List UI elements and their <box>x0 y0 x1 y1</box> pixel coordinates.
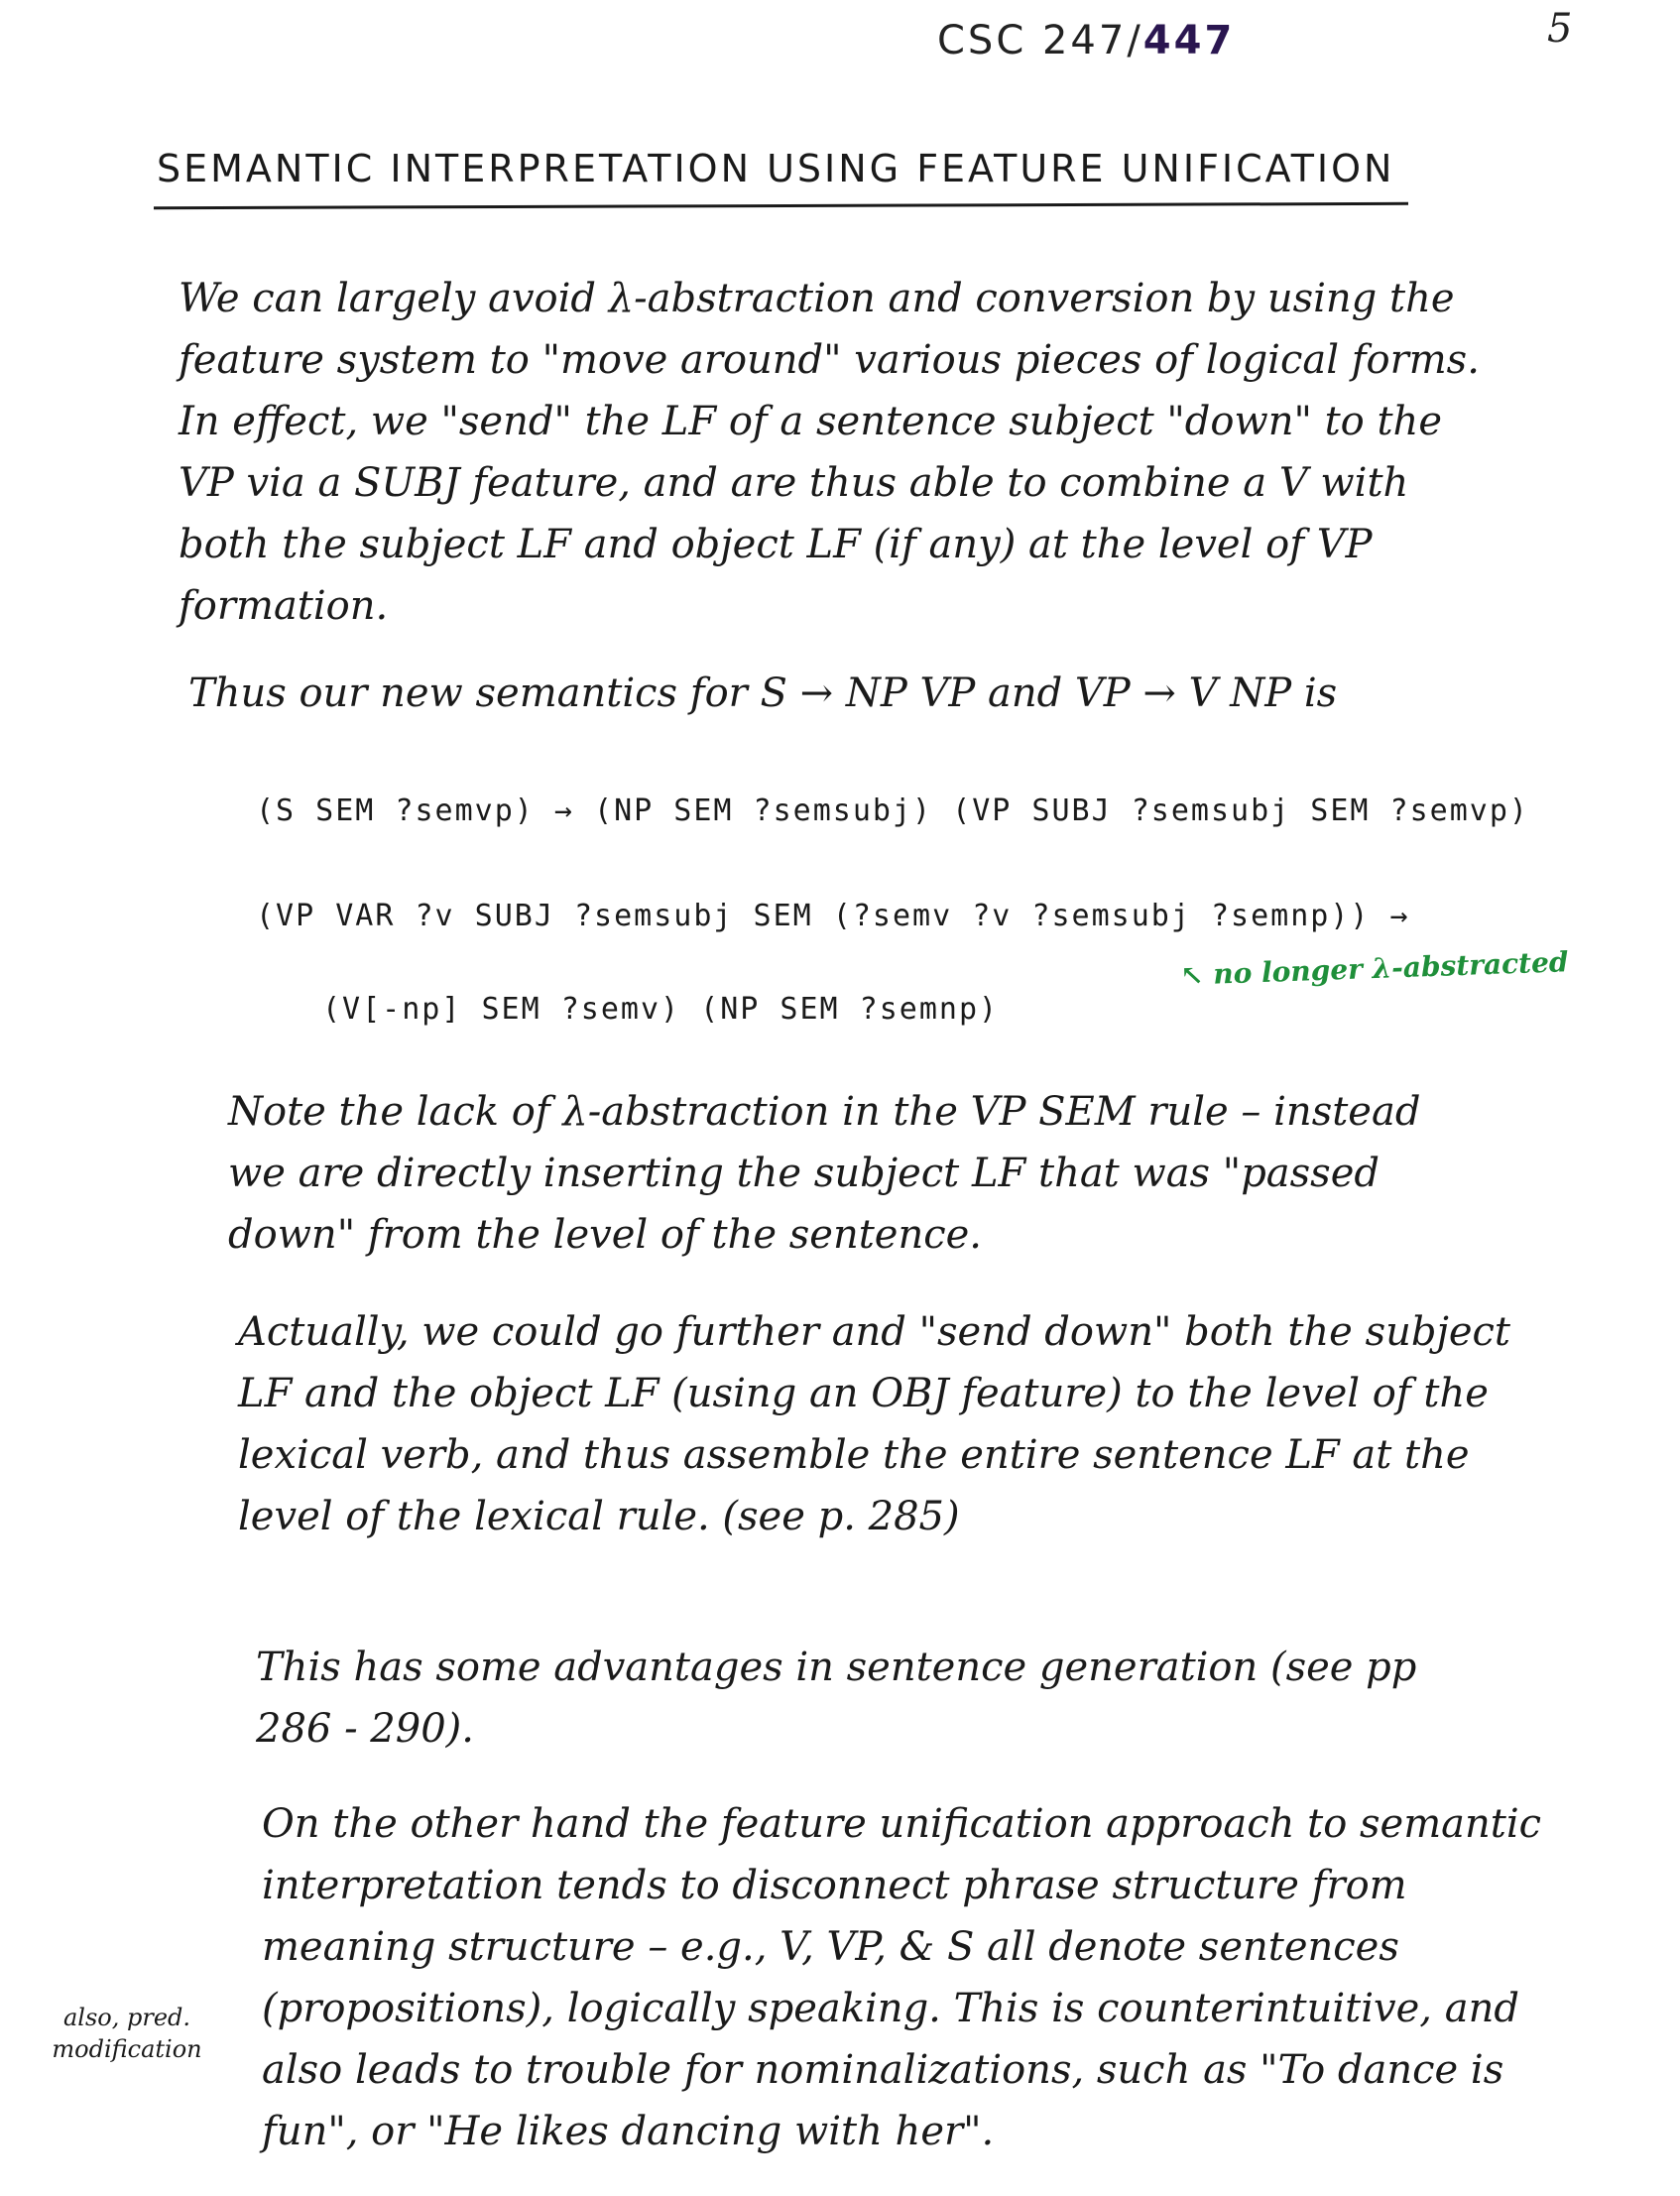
page-number: 5 <box>1547 6 1573 52</box>
title-underline <box>154 202 1408 209</box>
course-number-447: 447 <box>1142 18 1236 63</box>
page-title: SEMANTIC INTERPRETATION USING FEATURE UNIFICATION <box>157 147 1395 190</box>
paragraph-new-semantics: Thus our new semantics for S → NP VP and VP → V NP is <box>188 671 1338 716</box>
rule-s-np-vp: (S SEM ?semvp) → (NP SEM ?semsubj) (VP SUBJ ?semsubj SEM ?semvp) <box>256 793 1529 828</box>
course-header <box>937 18 1235 63</box>
paragraph-advantages: This has some advantages in sentence generation (see pp 286 - 290). <box>256 1645 1417 1752</box>
rule-vp-body: (V[-np] SEM ?semv) (NP SEM ?semnp) <box>322 992 1000 1027</box>
paragraph-intro: We can largely avoid λ-abstraction and conversion by using the feature system to "move around" various pieces of logical forms. In effect, we "send" the LF of a sentence subject "down" to the VP via a SUBJ feature, and are thus able to combine a V with both the subject LF and object LF (if any) at the level of VP formation. <box>179 276 1480 629</box>
paragraph-send-down: Actually, we could go further and "send down" both the subject LF and the object LF (using an OBJ feature) to the level of the lexical verb, and thus assemble the entire sentence LF at the level of the lexical rule. (see p. 285) <box>238 1309 1511 1539</box>
paragraph-other-hand: On the other hand the feature unification approach to semantic interpretation tends to disconnect phrase structure from meaning structure – e.g., V, VP, & S all denote sentences (propositions), logically speaking. This is counterintuitive, and also leads to trouble for nominalizations, such as "To dance is fun", or "He likes dancing with her". <box>262 1801 1542 2154</box>
course-code: CSC 247/ <box>937 18 1143 63</box>
rule-vp-head: (VP VAR ?v SUBJ ?semsubj SEM (?semv ?v ?semsubj ?semnp)) → <box>256 899 1410 933</box>
margin-note: also, pred. modification <box>52 2004 202 2063</box>
paragraph-lack-of-abstraction: Note the lack of λ-abstraction in the VP SEM rule – instead we are directly inserting the subject LF that was "passed down" from the level of the sentence. <box>228 1089 1421 1258</box>
green-annotation: ↖ no longer λ-abstracted <box>1179 945 1569 992</box>
